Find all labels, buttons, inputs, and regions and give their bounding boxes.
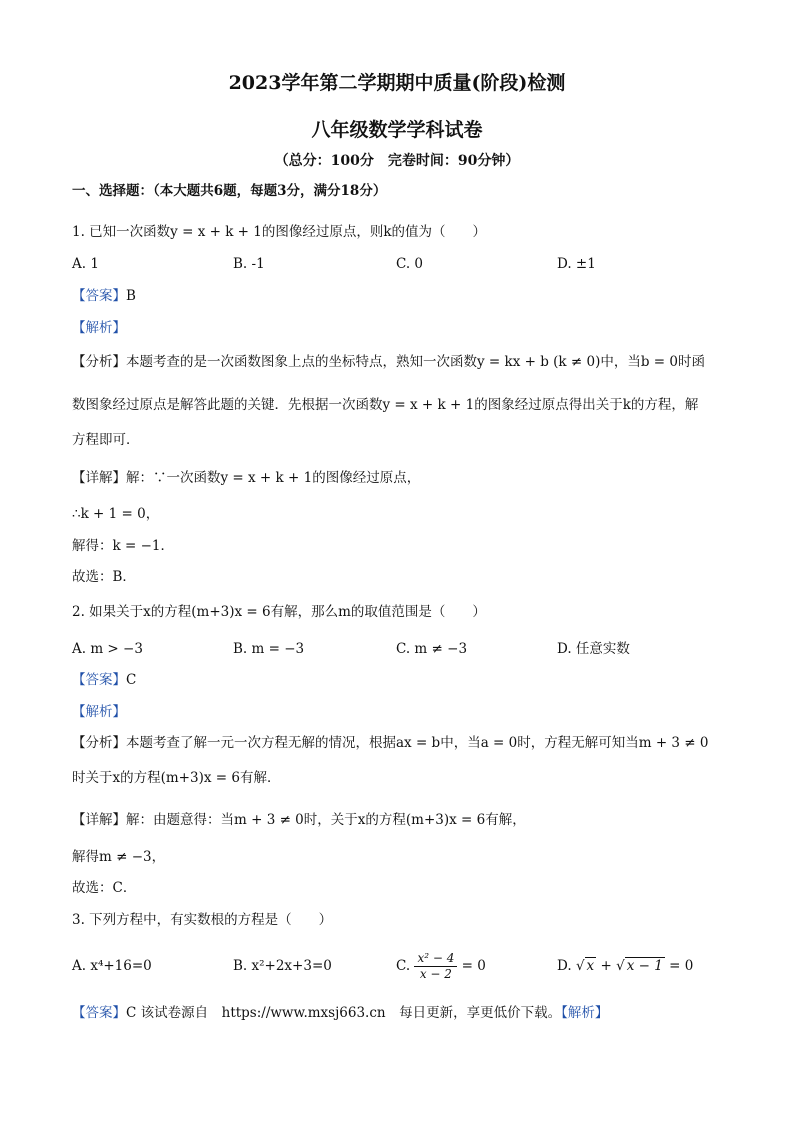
section-heading: 一、选择题：（本大题共6题，每题3分，满分18分）	[72, 183, 387, 199]
fenxi-tag: 【分析】	[72, 735, 126, 751]
q1-option-d: D. ±1	[557, 256, 596, 272]
fenxi-text: 本题考查的是一次函数图象上点的坐标特点，熟知一次函数y = kx + b (k ≠ 0)中，当b = 0时函	[126, 354, 705, 370]
q1-fenxi-3: 方程即可．	[72, 432, 140, 448]
q2-stem: 2. 如果关于x的方程(m+3)x = 6有解，那么m的取值范围是（ ）	[72, 604, 486, 620]
fraction-denominator: x − 2	[419, 967, 452, 981]
q2-option-c: C. m ≠ −3	[396, 641, 468, 657]
xiangjie-text: 解：∵一次函数y = x + k + 1的图像经过原点，	[126, 470, 421, 486]
answer-value: C	[126, 672, 137, 688]
answer-value: B	[126, 288, 136, 304]
plus-sign: +	[596, 958, 617, 974]
q3-option-c	[396, 944, 486, 988]
sqrt-radicand: x − 1	[626, 958, 663, 974]
sqrt-sign-icon: √	[575, 958, 585, 974]
option-label: C.	[396, 958, 411, 974]
q2-xiangjie-1	[72, 810, 526, 830]
xiangjie-tag: 【详解】	[72, 470, 126, 486]
q1-fenxi-2: 数图象经过原点是解答此题的关键．先根据一次函数y = x + k + 1的图象经过原点得出关于k的方程，解	[72, 397, 699, 413]
exam-meta: （总分：100分 完卷时间：90分钟）	[274, 153, 520, 169]
q1-analysis-tag: 【解析】	[72, 320, 126, 336]
q2-option-a: A. m > −3	[72, 641, 143, 657]
exam-subtitle: 八年级数学学科试卷	[311, 119, 483, 141]
q2-fenxi-2: 时关于x的方程(m+3)x = 6有解．	[72, 770, 281, 786]
sqrt-radicand: x	[586, 958, 595, 974]
q3-stem: 3. 下列方程中，有实数根的方程是（ ）	[72, 912, 333, 928]
q1-option-a: A. 1	[72, 256, 99, 272]
q2-option-b: B. m = −3	[233, 641, 305, 657]
q3-option-d	[557, 956, 693, 976]
sqrt-sign-icon: √	[616, 958, 625, 974]
answer-tag: 【答案】	[72, 288, 126, 304]
xiangjie-text: 解：由题意得：当m + 3 ≠ 0时，关于x的方程(m+3)x = 6有解，	[126, 812, 526, 828]
q1-xiangjie-2: ∴k + 1 = 0，	[72, 506, 160, 522]
q3-option-a: A. x⁴+16=0	[72, 958, 152, 974]
q2-fenxi-1	[72, 733, 709, 753]
xiangjie-tag: 【详解】	[72, 812, 126, 828]
q2-xiangjie-3: 故选：C．	[72, 880, 137, 896]
q1-answer	[72, 286, 136, 306]
answer-tag: 【答案】	[72, 1005, 126, 1021]
answer-value: C 该试卷源自 https://www.mxsj663.cn 每日更新，享更低价下载。	[126, 1005, 562, 1021]
fraction	[414, 951, 457, 982]
q1-stem: 1. 已知一次函数y = x + k + 1的图像经过原点，则k的值为（ ）	[72, 224, 487, 240]
fraction-numerator: x² − 4	[414, 951, 457, 967]
q1-xiangjie-4: 故选：B．	[72, 569, 136, 585]
q2-answer	[72, 670, 136, 690]
equation-rest: = 0	[664, 958, 694, 974]
q2-option-d: D. 任意实数	[557, 641, 630, 657]
exam-title: 2023学年第二学期期中质量(阶段)检测	[228, 72, 566, 94]
fenxi-tag: 【分析】	[72, 354, 126, 370]
q3-answer	[72, 1003, 608, 1023]
equation-rest: = 0	[461, 958, 486, 974]
q3-option-b: B. x²+2x+3=0	[233, 958, 332, 974]
q1-fenxi-1	[72, 352, 705, 372]
answer-tag: 【答案】	[72, 672, 126, 688]
q2-xiangjie-2: 解得m ≠ −3，	[72, 849, 166, 865]
q1-option-c: C. 0	[396, 256, 424, 272]
q1-xiangjie-3: 解得：k = −1．	[72, 538, 174, 554]
q1-option-b: B. -1	[233, 256, 265, 272]
fenxi-text: 本题考查了解一元一次方程无解的情况，根据ax = b中，当a = 0时，方程无解可知当m + 3 ≠ 0	[126, 735, 709, 751]
q2-analysis-tag: 【解析】	[72, 704, 126, 720]
option-label: D.	[557, 958, 572, 974]
analysis-tag: 【解析】	[561, 1005, 609, 1021]
q1-xiangjie-1	[72, 468, 420, 488]
